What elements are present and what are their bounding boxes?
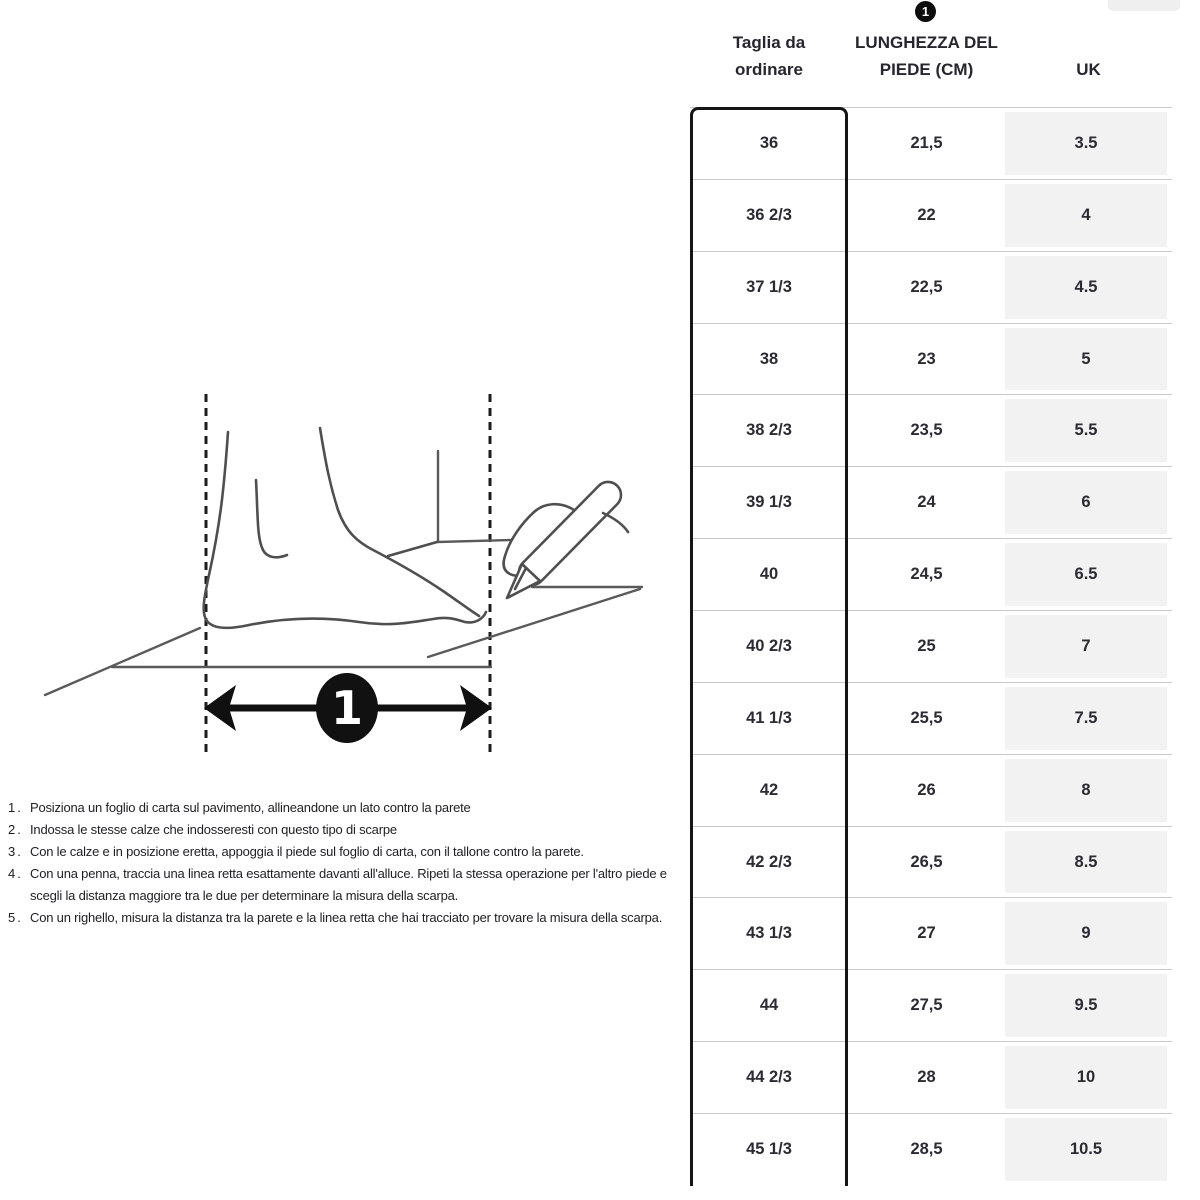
- header-line: UK: [1076, 60, 1101, 79]
- measure-badge-label: 1: [330, 681, 364, 735]
- header-line: LUNGHEZZA DEL: [855, 33, 998, 52]
- table-cell-cm: 22,5: [910, 277, 943, 296]
- instruction-step: [8, 841, 676, 863]
- step-text: Con una penna, traccia una linea retta esattamente davanti all'alluce. Ripeti la stessa operazione per l'altro piede e scegli la distanza maggiore tra le due per determinare la misura della scarpa.: [30, 866, 667, 903]
- instruction-step: [8, 797, 676, 819]
- size-table: [690, 0, 1172, 1186]
- table-cell-cm: 23: [917, 349, 936, 368]
- instruction-step: [8, 863, 676, 907]
- table-cell-uk: [1005, 539, 1172, 610]
- table-cell-size: 37 1/3: [746, 277, 792, 296]
- table-cell-cm: 24: [917, 493, 936, 512]
- table-row: [690, 897, 1172, 969]
- column-annotation-badge: 1: [915, 1, 936, 22]
- step-text: Con le calze e in posizione eretta, appoggia il piede sul foglio di carta, con il tallone contro la parete.: [30, 844, 584, 859]
- table-cell-size: 36: [759, 133, 779, 152]
- table-cell-uk: [1005, 467, 1172, 538]
- instruction-step: [8, 819, 676, 841]
- table-row: [690, 826, 1172, 898]
- table-row: [690, 323, 1172, 395]
- table-cell-cm: 27: [917, 924, 936, 943]
- table-cell-uk: [1005, 755, 1172, 826]
- table-cell-cm: 26,5: [910, 852, 943, 871]
- table-cell-uk: [1005, 395, 1172, 466]
- uk-cell-value: 7: [1005, 615, 1167, 678]
- table-row: [690, 538, 1172, 610]
- table-cell-uk: [1005, 252, 1172, 323]
- instruction-step: [8, 907, 676, 929]
- table-cell-size: 44: [759, 996, 779, 1015]
- table-cell-size: 45 1/3: [746, 1139, 792, 1158]
- header-line: ordinare: [734, 60, 804, 79]
- table-cell-cm: 28,5: [910, 1139, 943, 1158]
- table-cell-cm: 22: [917, 205, 936, 224]
- uk-cell-value: 9.5: [1005, 974, 1167, 1037]
- table-cell-cm: 27,5: [910, 996, 943, 1015]
- table-cell-uk: [1005, 827, 1172, 898]
- table-cell-uk: [1005, 970, 1172, 1041]
- table-row: [690, 969, 1172, 1041]
- table-cell-uk: [1005, 611, 1172, 682]
- table-cell-uk: [1005, 324, 1172, 395]
- table-cell-cm: 21,5: [910, 133, 943, 152]
- uk-cell-value: 4.5: [1005, 256, 1167, 319]
- table-cell-cm: 25: [917, 636, 936, 655]
- table-cell-size: 42: [759, 780, 779, 799]
- uk-cell-value: 8.5: [1005, 831, 1167, 894]
- table-cell-cm: 24,5: [910, 565, 943, 584]
- uk-cell-value: 6.5: [1005, 543, 1167, 606]
- uk-cell-value: 10: [1005, 1046, 1167, 1109]
- header-taglia: [690, 0, 848, 107]
- uk-cell-value: 5.5: [1005, 399, 1167, 462]
- table-cell-size: 39 1/3: [746, 493, 792, 512]
- table-row: [690, 179, 1172, 251]
- table-cell-size: 42 2/3: [746, 852, 792, 871]
- uk-cell-value: 6: [1005, 471, 1167, 534]
- step-text: Con un righello, misura la distanza tra la parete e la linea retta che hai tracciato per trovare la misura della scarpa.: [30, 910, 663, 925]
- table-cell-size: 44 2/3: [746, 1068, 792, 1087]
- step-number: 5.: [8, 910, 23, 925]
- table-cell-cm: 25,5: [910, 708, 943, 727]
- table-cell-uk: [1005, 1042, 1172, 1113]
- table-cell-size: 36 2/3: [746, 205, 792, 224]
- uk-cell-value: 3.5: [1005, 112, 1167, 175]
- uk-cell-value: 4: [1005, 184, 1167, 247]
- table-cell-uk: [1005, 108, 1172, 179]
- table-cell-size: 43 1/3: [746, 924, 792, 943]
- table-row: [690, 1113, 1172, 1185]
- step-number: 3.: [8, 844, 23, 859]
- header-line: Taglia da: [732, 33, 806, 52]
- table-body: [690, 107, 1172, 1185]
- table-row: [690, 251, 1172, 323]
- table-cell-uk: [1005, 898, 1172, 969]
- table-cell-size: 41 1/3: [746, 708, 792, 727]
- table-cell-cm: 28: [917, 1068, 936, 1087]
- table-row: [690, 1041, 1172, 1113]
- measuring-instructions: [8, 797, 676, 929]
- uk-cell-value: 10.5: [1005, 1118, 1167, 1181]
- step-number: 2.: [8, 822, 23, 837]
- step-number: 4.: [8, 866, 23, 881]
- table-row: [690, 610, 1172, 682]
- table-cell-size: 40: [759, 565, 779, 584]
- header-uk: [1005, 0, 1172, 107]
- scrollbar-thumb[interactable]: [1108, 0, 1180, 11]
- table-cell-uk: [1005, 683, 1172, 754]
- step-number: 1.: [8, 800, 23, 815]
- uk-cell-value: 8: [1005, 759, 1167, 822]
- table-cell-cm: 26: [917, 780, 936, 799]
- table-row: [690, 394, 1172, 466]
- paper-sheet: [45, 451, 642, 695]
- table-cell-size: 38: [759, 349, 779, 368]
- table-row: [690, 107, 1172, 179]
- step-text: Posiziona un foglio di carta sul pavimento, allineandone un lato contro la parete: [30, 800, 471, 815]
- measure-arrow: [204, 673, 492, 743]
- table-cell-uk: [1005, 180, 1172, 251]
- table-cell-size: 38 2/3: [746, 421, 792, 440]
- table-row: [690, 466, 1172, 538]
- header-line: PIEDE (CM): [879, 60, 974, 79]
- table-row: [690, 754, 1172, 826]
- uk-cell-value: 5: [1005, 328, 1167, 391]
- foot-outline: [204, 428, 486, 628]
- foot-measurement-illustration: [0, 370, 690, 790]
- uk-cell-value: 7.5: [1005, 687, 1167, 750]
- step-text: Indossa le stesse calze che indosseresti con questo tipo di scarpe: [30, 822, 397, 837]
- table-cell-size: 40 2/3: [746, 636, 792, 655]
- table-cell-cm: 23,5: [910, 421, 943, 440]
- table-cell-uk: [1005, 1114, 1172, 1185]
- uk-cell-value: 9: [1005, 902, 1167, 965]
- table-row: [690, 682, 1172, 754]
